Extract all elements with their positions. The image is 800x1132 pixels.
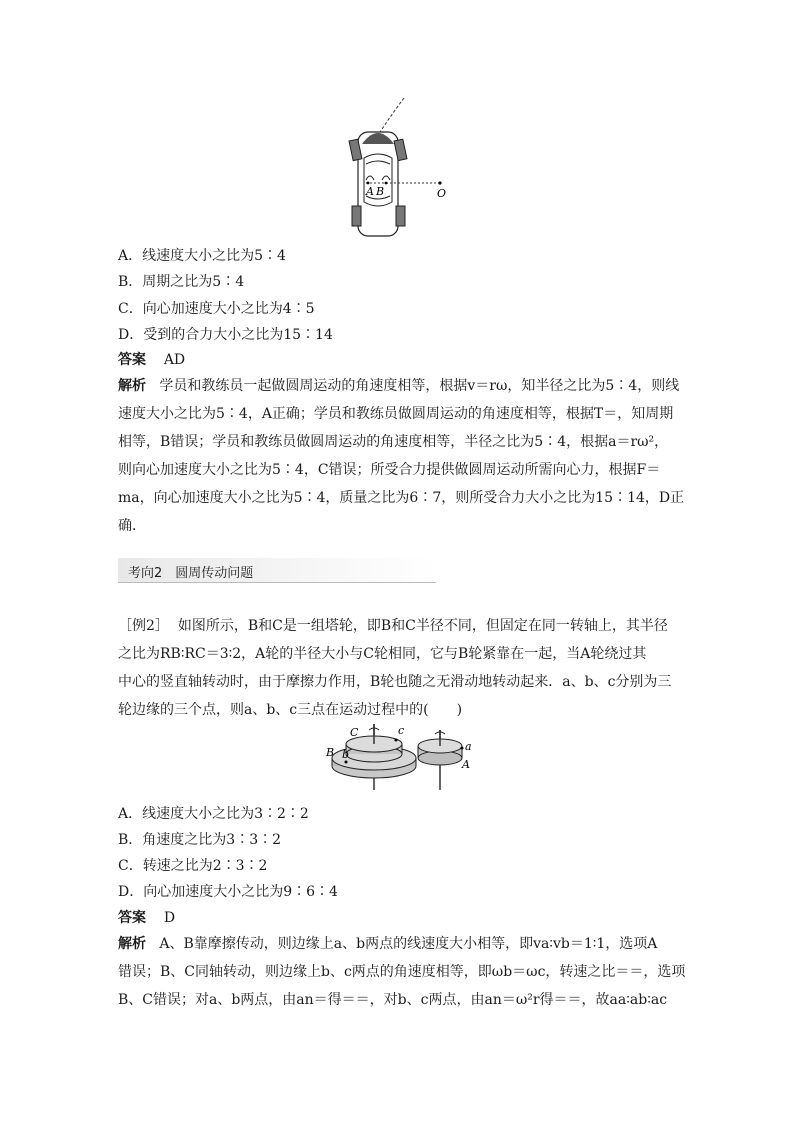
analysis-line-1: 学员和教练员一起做圆周运动的角速度相等，根据v＝rω，知半径之比为5∶4，则线 <box>159 378 680 394</box>
wheel-label-B: B <box>326 746 335 759</box>
analysis-line-5: ma，向心加速度大小之比为5∶4，质量之比为6∶7，则所受合力大小之比为15∶14，D正 <box>118 490 685 506</box>
wheel-diagram <box>322 722 486 792</box>
label-O: O <box>437 187 447 200</box>
example2-tag: ［例2］ <box>118 618 169 634</box>
q2-option-b: B．角速度之比为3∶3∶2 <box>118 832 282 848</box>
q1-option-a: A．线速度大小之比为5∶4 <box>118 248 286 264</box>
q2-analysis-line-1: A、B靠摩擦传动，则边缘上a、b两点的线速度大小相等，即va∶vb＝1∶1，选项A <box>159 936 658 952</box>
q2-option-d: D．向心加速度大小之比为9∶6∶4 <box>118 884 338 900</box>
wheel-label-C: C <box>350 726 359 739</box>
q1-option-b: B．周期之比为5∶4 <box>118 274 245 290</box>
label-B: B <box>376 185 385 198</box>
analysis-label: 解析 <box>118 378 146 394</box>
section-title: 考向2 圆周传动问题 <box>128 566 254 581</box>
wheel-label-b: b <box>342 748 350 761</box>
q2-analysis <box>118 930 686 1014</box>
q2-analysis-line-3: B、C错误；对a、b两点，由an＝得＝＝，对b、c两点，由an＝ω²r得＝＝，故aa∶ab∶ac <box>118 992 668 1008</box>
wheel-label-c: c <box>398 724 405 737</box>
car-diagram <box>340 92 460 242</box>
answer-value: AD <box>163 352 186 368</box>
example2-line-1: 如图所示，B和C是一组塔轮，即B和C半径不同，但固定在同一转轴上，其半径 <box>177 618 668 634</box>
example2-stem <box>118 612 686 724</box>
analysis-line-2: 速度大小之比为5∶4，A正确；学员和教练员做圆周运动的角速度相等，根据T＝，知周期 <box>118 406 674 422</box>
example2-line-2: 之比为RB∶RC＝3∶2，A轮的半径大小与C轮相同，它与B轮紧靠在一起，当A轮绕过其 <box>118 646 647 662</box>
answer-label: 答案 <box>118 910 146 926</box>
q2-answer <box>118 907 175 927</box>
label-A: A <box>366 185 374 198</box>
section-header <box>118 558 436 582</box>
q1-option-c: C．向心加速度大小之比为4∶5 <box>118 301 315 317</box>
wheel-label-a: a <box>465 740 472 753</box>
answer-label: 答案 <box>118 352 146 368</box>
q2-option-c: C．转速之比为2∶3∶2 <box>118 858 268 874</box>
analysis-line-4: 则向心加速度大小之比为5∶4，C错误；所受合力提供做圆周运动所需向心力，根据F＝ <box>118 462 661 478</box>
q1-option-d: D．受到的合力大小之比为15∶14 <box>118 327 333 343</box>
answer-value: D <box>163 910 176 926</box>
example2-line-3: 中心的竖直轴转动时，由于摩擦力作用，B轮也随之无滑动地转动起来．a、b、c分别为三 <box>118 674 672 690</box>
analysis-label: 解析 <box>118 936 146 952</box>
example2-line-4: 轮边缘的三个点，则a、b、c三点在运动过程中的( ) <box>118 702 463 718</box>
wheel-label-A: A <box>462 758 470 771</box>
analysis-line-6: 确． <box>118 518 146 534</box>
q1-analysis <box>118 372 686 540</box>
q2-analysis-line-2: 错误；B、C同轴转动，则边缘上b、c两点的角速度相等，即ωb＝ωc，转速之比＝＝，选项 <box>118 964 686 980</box>
q2-option-a: A．线速度大小之比为3∶2∶2 <box>118 806 309 822</box>
q1-answer <box>118 349 185 369</box>
analysis-line-3: 相等，B错误；学员和教练员做圆周运动的角速度相等，半径之比为5∶4，根据a＝rω²， <box>118 434 669 450</box>
